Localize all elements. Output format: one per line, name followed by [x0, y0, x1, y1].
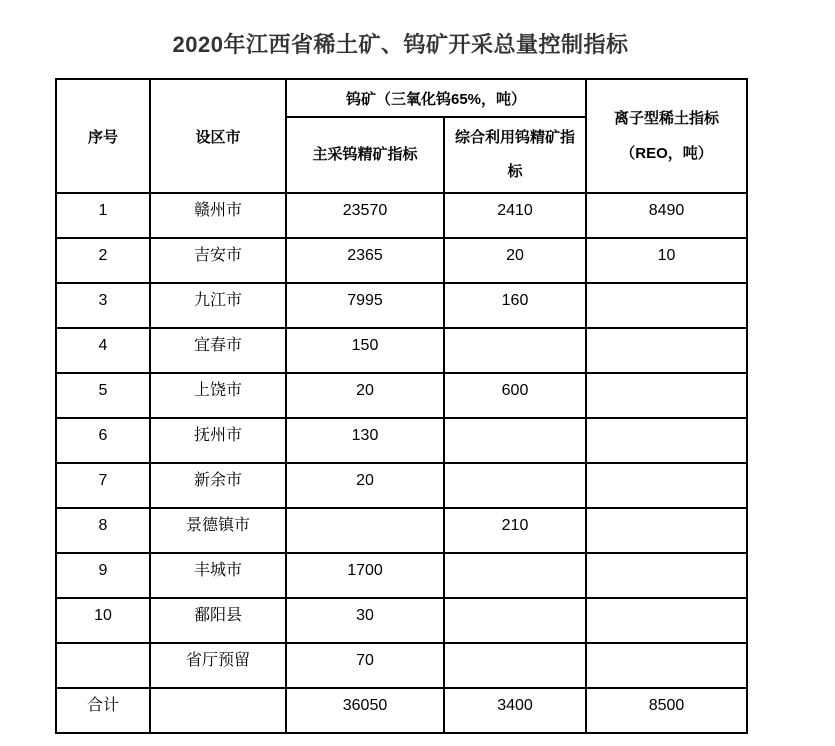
cell-main-quota [286, 508, 444, 553]
cell-reo-quota [586, 508, 747, 553]
table-body [56, 193, 747, 733]
cell-city: 省厅预留 [150, 643, 286, 688]
cell-comp-quota: 2410 [444, 193, 586, 238]
cell-comp-quota: 600 [444, 373, 586, 418]
cell-seq: 5 [56, 373, 150, 418]
table-row [56, 463, 747, 508]
table-row [56, 283, 747, 328]
cell-seq: 9 [56, 553, 150, 598]
cell-city: 抚州市 [150, 418, 286, 463]
table-header [56, 79, 747, 193]
cell-reo-quota [586, 463, 747, 508]
cell-reo-quota [586, 598, 747, 643]
cell-seq: 8 [56, 508, 150, 553]
header-no: 序号 [56, 79, 150, 193]
quota-table [55, 78, 748, 734]
cell-city: 上饶市 [150, 373, 286, 418]
cell-city [150, 688, 286, 733]
cell-reo-quota: 10 [586, 238, 747, 283]
table-row [56, 643, 747, 688]
header-row-group [56, 79, 747, 117]
cell-main-quota: 20 [286, 463, 444, 508]
table-row [56, 418, 747, 463]
total-row [56, 688, 747, 733]
cell-main-quota-total: 36050 [286, 688, 444, 733]
cell-main-quota: 70 [286, 643, 444, 688]
cell-city: 鄱阳县 [150, 598, 286, 643]
cell-comp-quota: 20 [444, 238, 586, 283]
cell-city: 新余市 [150, 463, 286, 508]
cell-comp-quota [444, 553, 586, 598]
cell-main-quota: 130 [286, 418, 444, 463]
header-rare-earth [586, 79, 747, 193]
cell-seq: 2 [56, 238, 150, 283]
cell-seq [56, 643, 150, 688]
cell-total-label: 合计 [56, 688, 150, 733]
table-row [56, 373, 747, 418]
cell-seq: 6 [56, 418, 150, 463]
cell-comp-quota: 160 [444, 283, 586, 328]
cell-main-quota: 7995 [286, 283, 444, 328]
cell-city: 吉安市 [150, 238, 286, 283]
cell-seq: 7 [56, 463, 150, 508]
cell-reo-quota [586, 373, 747, 418]
cell-seq: 3 [56, 283, 150, 328]
cell-reo-quota [586, 643, 747, 688]
table-row [56, 598, 747, 643]
table-row [56, 193, 747, 238]
header-city: 设区市 [150, 79, 286, 193]
cell-comp-quota-total: 3400 [444, 688, 586, 733]
header-tungsten-group: 钨矿（三氧化钨65%，吨） [286, 79, 586, 117]
header-rare-earth-line2: （REO，吨） [620, 145, 713, 162]
cell-seq: 10 [56, 598, 150, 643]
cell-city: 丰城市 [150, 553, 286, 598]
cell-comp-quota [444, 328, 586, 373]
cell-city: 九江市 [150, 283, 286, 328]
cell-seq: 4 [56, 328, 150, 373]
cell-comp-quota [444, 418, 586, 463]
cell-comp-quota: 210 [444, 508, 586, 553]
cell-reo-quota [586, 553, 747, 598]
cell-comp-quota [444, 643, 586, 688]
cell-main-quota: 2365 [286, 238, 444, 283]
page-title: 2020年江西省稀土矿、钨矿开采总量控制指标 [172, 32, 629, 57]
table-row [56, 328, 747, 373]
table-row [56, 238, 747, 283]
cell-city: 赣州市 [150, 193, 286, 238]
table-row [56, 508, 747, 553]
cell-seq: 1 [56, 193, 150, 238]
cell-main-quota: 23570 [286, 193, 444, 238]
header-main-quota: 主采钨精矿指标 [286, 117, 444, 193]
header-comprehensive-quota: 综合利用钨精矿指标 [444, 117, 586, 193]
cell-reo-quota [586, 328, 747, 373]
cell-comp-quota [444, 598, 586, 643]
cell-city: 景德镇市 [150, 508, 286, 553]
cell-reo-quota: 8490 [586, 193, 747, 238]
table-row [56, 553, 747, 598]
cell-comp-quota [444, 463, 586, 508]
cell-main-quota: 150 [286, 328, 444, 373]
header-rare-earth-line1: 离子型稀土指标 [613, 110, 719, 127]
cell-main-quota: 30 [286, 598, 444, 643]
cell-reo-quota [586, 283, 747, 328]
cell-city: 宜春市 [150, 328, 286, 373]
cell-reo-quota [586, 418, 747, 463]
cell-main-quota: 1700 [286, 553, 444, 598]
cell-reo-quota-total: 8500 [586, 688, 747, 733]
cell-main-quota: 20 [286, 373, 444, 418]
